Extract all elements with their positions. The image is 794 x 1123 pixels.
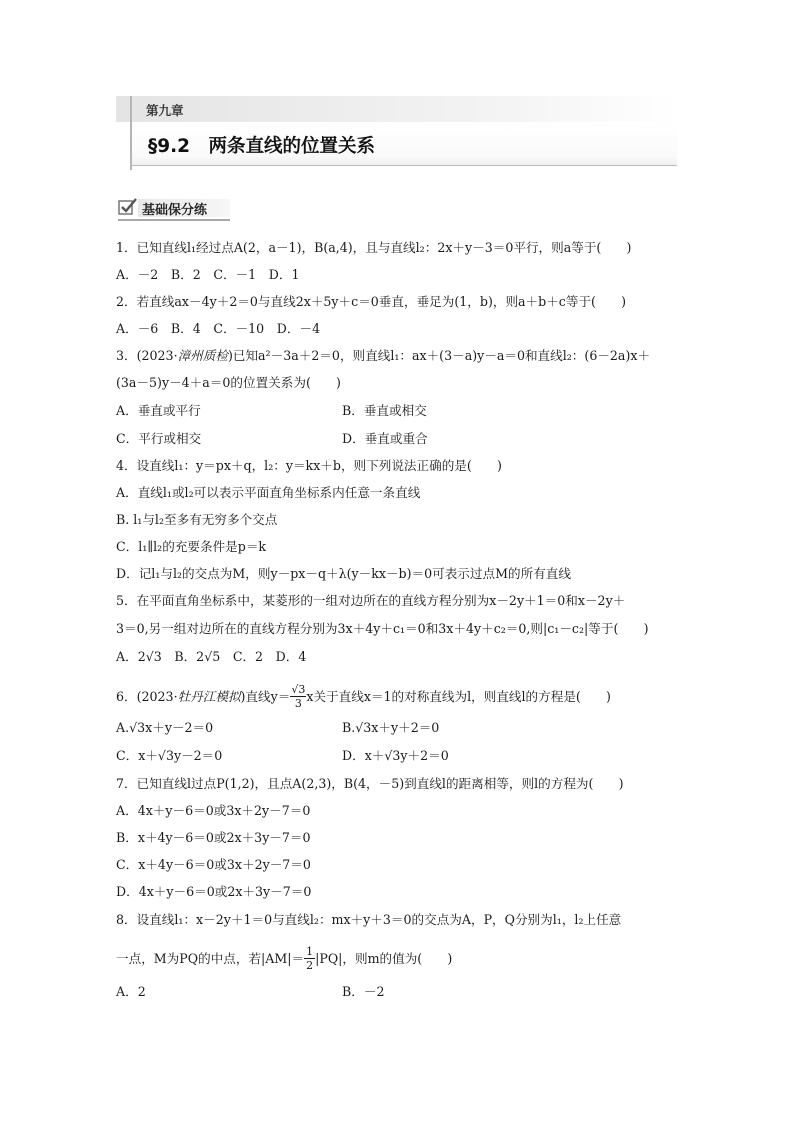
fraction-denominator: 2: [306, 959, 314, 972]
header-bar: [116, 96, 677, 122]
section-label: 基础保分练: [142, 203, 208, 218]
question-5-options: A．2√3 B．2√5 C．2 D．4: [116, 649, 307, 664]
source-label: 牡丹江模拟: [177, 689, 241, 704]
question-6-option-b: B.√3x＋y＋2＝0: [342, 720, 440, 735]
question-1-options: A．－2 B．2 C．－1 D．1: [116, 267, 300, 282]
fraction: [304, 945, 315, 972]
fraction-denominator: 3: [294, 697, 302, 710]
question-4-option-b: B. l₁与l₂至多有无穷多个交点: [116, 512, 278, 527]
fraction: [290, 683, 306, 710]
question-7-option-d: D．4x＋y－6＝0或2x＋3y－7＝0: [116, 884, 312, 899]
question-4-stem: 4．设直线l₁：y＝px＋q，l₂：y＝kx＋b，则下列说法正确的是( ): [116, 458, 502, 473]
fraction-numerator: 1: [306, 945, 314, 958]
question-6-option-c: C．x＋√3y－2＝0: [116, 748, 223, 763]
question-8-option-a: A．2: [116, 984, 146, 999]
question-6-option-a: A.√3x＋y－2＝0: [116, 720, 214, 735]
question-6-option-d: D．x＋√3y＋2＝0: [342, 748, 449, 763]
question-3-stem-line1: 3．(2023·漳州质检)已知a²－3a＋2＝0，则直线l₁：ax＋(3－a)y－a＝0和直线l₂：(6－2a)x＋: [116, 348, 651, 363]
question-4-option-c: C．l₁∥l₂的充要条件是p＝k: [116, 539, 267, 554]
checkbox-icon: [118, 198, 138, 216]
chapter-header: [116, 96, 677, 170]
question-2-options: A．－6 B．4 C．－10 D．－4: [116, 321, 321, 336]
question-8-stem-line2: 一点，M为PQ的中点，若|AM|＝ $\frac{1}{2}$ |PQ|，则m的值为( ): [116, 945, 453, 972]
page-title: §9.2 两条直线的位置关系: [148, 136, 376, 157]
header-left-rule: [130, 96, 132, 170]
question-1-stem: 1．已知直线l₁经过点A(2，a－1)，B(a,4)，且与直线l₂：2x＋y－3＝0平行，则a等于( ): [116, 240, 632, 255]
question-5-stem-line2: 3＝0,另一组对边所在的直线方程分别为3x＋4y＋c₁＝0和3x＋4y＋c₂＝0,则|c₁－c₂|等于( ): [116, 621, 649, 636]
chapter-label: 第九章: [146, 103, 184, 118]
question-3-option-a: A．垂直或平行: [116, 403, 201, 418]
question-8-stem-line1: 8．设直线l₁：x－2y＋1＝0与直线l₂：mx＋y＋3＝0的交点为A，P，Q分别为l₁，l₂上任意: [116, 912, 622, 927]
source-label: 漳州质检: [177, 348, 228, 363]
question-7-stem: 7．已知直线l过点P(1,2)，且点A(2,3)，B(4，－5)到直线l的距离相等，则l的方程为( ): [116, 776, 624, 791]
question-6-stem: 6．(2023·牡丹江模拟)直线y＝ $\frac{√3}{3}$ x关于直线x＝1的对称直线为l，则直线l的方程是( ): [116, 683, 611, 710]
question-4-option-a: A．直线l₁或l₂可以表示平面直角坐标系内任意一条直线: [116, 485, 421, 500]
question-7-option-a: A．4x＋y－6＝0或3x＋2y－7＝0: [116, 803, 311, 818]
question-2-stem: 2．若直线ax－4y＋2＝0与直线2x＋5y＋c＝0垂直，垂足为(1，b)，则a＋b＋c等于( ): [116, 294, 627, 309]
question-7-option-b: B．x＋4y－6＝0或2x＋3y－7＝0: [116, 830, 311, 845]
question-3-option-b: B．垂直或相交: [342, 403, 427, 418]
header-bottom-rule: [130, 165, 677, 166]
question-3-option-c: C．平行或相交: [116, 431, 202, 446]
question-4-option-d: D．记l₁与l₂的交点为M，则y－px－q＋λ(y－kx－b)＝0可表示过点M的所有直线: [116, 566, 571, 581]
question-5-stem-line1: 5．在平面直角坐标系中，某菱形的一组对边所在的直线方程分别为x－2y＋1＝0和x－2y＋: [116, 593, 626, 608]
question-3-stem-line2: (3a－5)y－4＋a＝0的位置关系为( ): [116, 375, 341, 390]
question-3-option-d: D．垂直或重合: [342, 431, 428, 446]
question-7-option-c: C．x＋4y－6＝0或3x＋2y－7＝0: [116, 857, 311, 872]
fraction-numerator: √3: [291, 683, 306, 696]
section-heading: [118, 197, 230, 221]
question-8-option-b: B．－2: [342, 984, 385, 999]
